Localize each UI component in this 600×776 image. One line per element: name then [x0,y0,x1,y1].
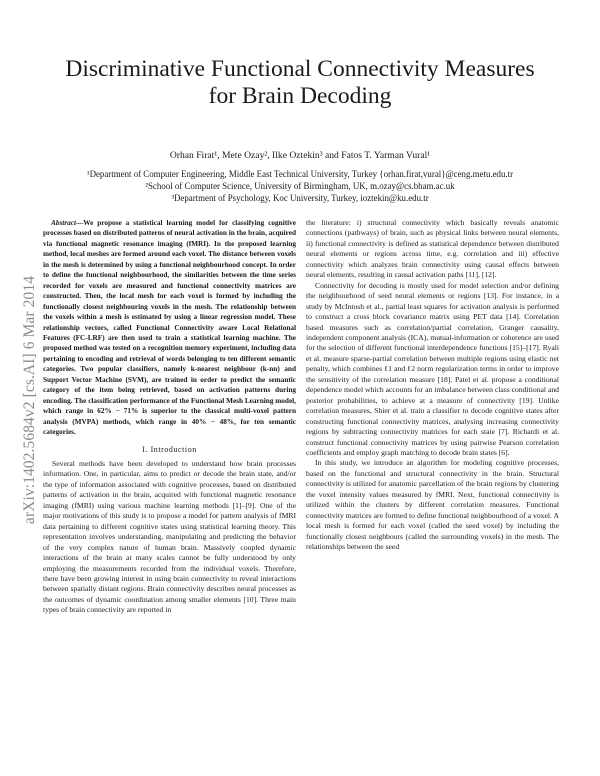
arxiv-sidebar [8,0,48,776]
arxiv-identifier: arXiv:1402.5684v2 [cs.AI] 6 Mar 2014 [21,275,38,525]
affiliation-3: ³Department of Psychology, Koc University, Turkey, ioztekin@ku.edu.tr [171,193,429,203]
affiliation-1: ¹Department of Computer Engineering, Middle East Technical University, Turkey {orhan.firat,vural}@ceng.metu.edu.tr [86,169,514,179]
left-column [43,218,296,616]
affiliation-2: ²School of Computer Science, University of Birmingham, UK, m.ozay@cs.bham.ac.uk [145,181,455,191]
intro-paragraph: Several methods have been developed to understand how brain processes information. One, in particular, aims to predict or decode the brain state, and/or the type of information associated with cognitive processes, based on distributed patterns of activation in the brain, acquired with functional magnetic resonance imaging (fMRI) using various machine learning methods [1]–[9]. One of the major motivations of this study is to propose a model for pattern analysis of fMRI data pertaining to different cognitive states using statistical learning theory. This representation involves understanding, manipulating and predicting the behavior of the very complex nature of human brain. Massively coupled dynamic interactions of the brain at many scales cannot be fully understood by only employing the measurements recorded from the individual voxels. Therefore, there have been growing interest in using brain connectivity to reveal interactions between spatially distant regions. Brain connectivity describes neural processes as the outcomes of dynamic coordination among smaller elements [10]. Three main types of brain connectivity are reported in [43,458,296,615]
abstract [43,218,296,438]
right-paragraph-1: the literature: i) structural connectivity which basically reveals anatomic connections (pathways) of brain, such as physical links between neural elements, ii) functional connectivity is defined as statistical dependence between distributed neural elements or regions across time, e.g. correlation and iii) effective connectivity which analyzes brain connectivity using causal effects between neural elements, resulting in causal activation paths [11], [12]. [306,218,559,280]
section-heading: I. Introduction [142,444,197,454]
title-line-2: for Brain Decoding [208,83,392,109]
right-paragraph-2: Connectivity for decoding is mostly used for model selection and/or defining the neighbourhood of seed neural elements or regions [13]. For instance, in a study by McIntosh et al., partial least squares for activation analysis is performed to construct a cross block covariance matrix using PET data [14]. Correlation based measures such as correlation/partial correlation, Granger causality, independent component analysis (ICA), mutual-information or coherence are used for the selection of different functional interdependence functions [15]–[17]. Ryali et al. measure sparse-partial correlation between multiple regions using elastic net penalty, which combines ℓ1 and ℓ2 norm regularization terms in order to improve the sensitivity of the correlation measure [18]. Patel et al. propose a conditional dependence model which accounts for an imbalance between class conditional and posterior probabilities, to achieve at a measure of connectivity [19]. Unlike correlation measures, Shier et al. train a classifier to decode cognitive states after constructing functional connectivity matrices, analysing increasing connectivity regions by subtracting connectivity matrices for each state [7]. Richardi et al. construct functional connectivity matrices by using pairwise Pearson correlation coefficients and employ graph matching to decode brain states [6]. [306,280,559,457]
right-column [306,218,559,553]
affiliations [40,168,560,204]
right-paragraph-3: In this study, we introduce an algorithm for modeling cognitive processes, based on the functional and structural connectivity in the brain. Structural connectivity is utilized for anatomic parcellation of the brain regions by clustering the voxel intensity values measured by fMRI. Next, functional connectivity is utilized within the clusters by different correlation measures. Functional connectivity matrices are formed to define functional neighbourhood of a voxel. A local mesh is formed for each voxel (called the seed voxel) by including the functionally closest neighbours (called the surrounding voxels) in the mesh. The relationships between the seed [306,458,559,552]
authors: Orhan Firat¹, Mete Ozay², Ilke Oztekin³ and Fatos T. Yarman Vural¹ [169,150,431,161]
abstract-text: —We propose a statistical learning model for classifying cognitive processes based on distributed patterns of neural activation in the brain, acquired via functional magnetic resonance imaging (fMRI). In the proposed learning method, local meshes are formed around each voxel. The distance between voxels in the mesh is determined by using a functional neighbourhood concept. In order to define the functional neighbourhood, the similarities between the time series recorded for voxels are measured and functional connectivity matrices are constructed. Then, the local mesh for each voxel is formed by including the functionally closest neighbouring voxels in the mesh. The relationship between the voxels within a mesh is estimated by using a linear regression model. These relationship vectors, called Functional Connectivity aware Local Relational Features (FC-LRF) are then used to train a statistical learning machine. The proposed method was tested on a recognition memory experiment, including data pertaining to encoding and retrieval of words belonging to ten different semantic categories. Two popular classifiers, namely k-nearest neighbour (k-nn) and Support Vector Machine (SVM), are trained in order to predict the semantic category of the item being retrieved, based on activation patterns during encoding. The classification performance of the Functional Mesh Learning model, which range in 62% − 71% is superior to the classical multi-voxel pattern analysis (MVPA) methods, which range in 40% − 48%, for ten semantic categories. [43,219,296,437]
abstract-label: Abstract [51,219,76,227]
paper-title [40,56,560,110]
title-line-1: Discriminative Functional Connectivity Measures [65,56,535,82]
